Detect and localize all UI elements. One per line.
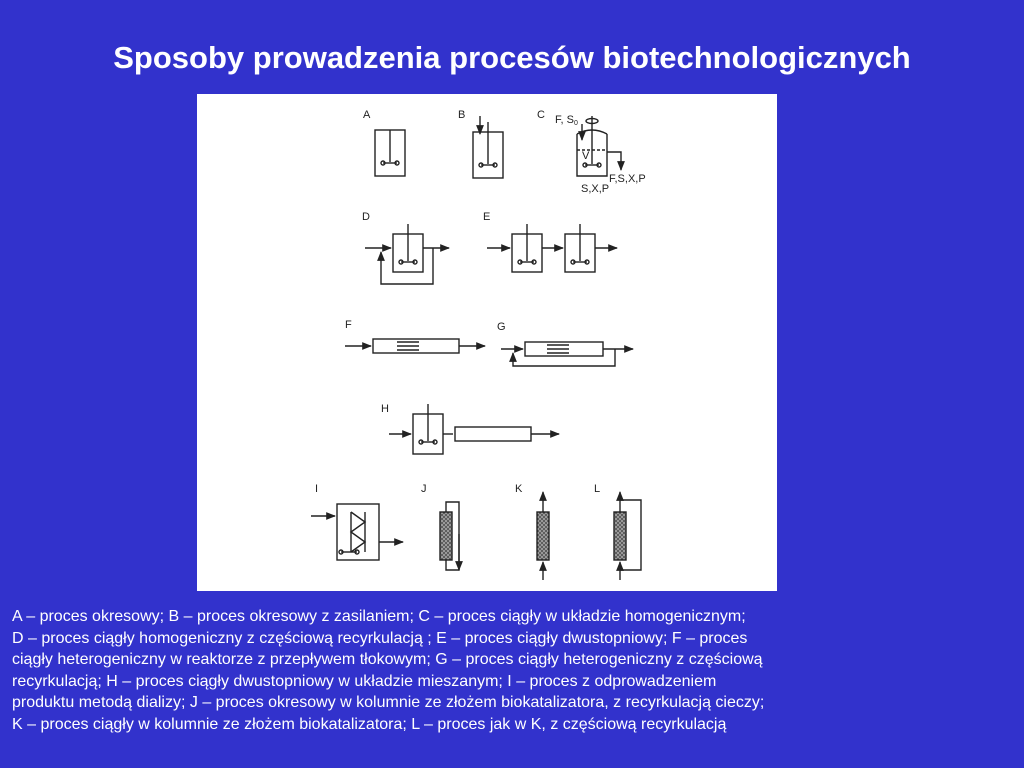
reactor-a [375,130,405,176]
caption-line: K – proces ciągły w kolumnie ze złożem biokatalizatora; L – proces jak w K, z częściową recyrkulacją [12,715,727,733]
reactor-e [487,224,617,272]
label-j: J [421,483,427,495]
label-h: H [381,403,389,415]
label-f: F [345,319,352,331]
caption-line: recyrkulacją; H – proces ciągły dwustopniowy w układzie mieszanym; I – proces z odprowadzeniem [12,672,717,690]
reactor-j [440,502,459,570]
reactor-f [345,339,485,353]
label-e: E [483,211,491,223]
reactor-k [537,492,549,580]
c-feed-label: F, S0 [555,114,578,127]
label-b: B [458,109,466,121]
caption-line: A – proces okresowy; B – proces okresowy z zasilaniem; C – proces ciągły w układzie homogenicznym; [12,608,746,625]
reactor-d [365,224,449,284]
label-c: C [537,109,545,121]
c-volume-label: V [582,150,590,162]
label-g: G [497,321,506,333]
slide-title: Sposoby prowadzenia procesów biotechnologicznych [113,40,911,75]
process-diagram-figure [197,94,777,591]
label-a: A [363,109,371,121]
reactor-l [614,492,641,580]
c-content-label: S,X,P [581,183,610,195]
caption-line: D – proces ciągły homogeniczny z częściową recyrkulacją ; E – proces ciągły dwustopniowy; F – proces [12,629,748,647]
c-outflow-label: F,S,X,P [609,173,646,185]
label-k: K [515,483,523,495]
label-i: I [315,483,319,495]
label-l: L [594,483,601,495]
reactor-c [577,116,621,176]
process-diagram [197,94,777,591]
reactor-i [311,504,403,560]
diagram-caption [12,606,1017,735]
caption-line: produktu metodą dializy; J – proces okresowy w kolumnie ze złożem biokatalizatora, z recyrkulacją cieczy; [12,694,765,711]
label-d: D [362,211,370,223]
reactor-b [473,116,503,178]
caption-line: ciągły heterogeniczny w reaktorze z przepływem tłokowym; G – proces ciągły heterogeniczny z częściową [12,651,763,668]
reactor-g [501,342,633,366]
reactor-h [389,404,559,454]
